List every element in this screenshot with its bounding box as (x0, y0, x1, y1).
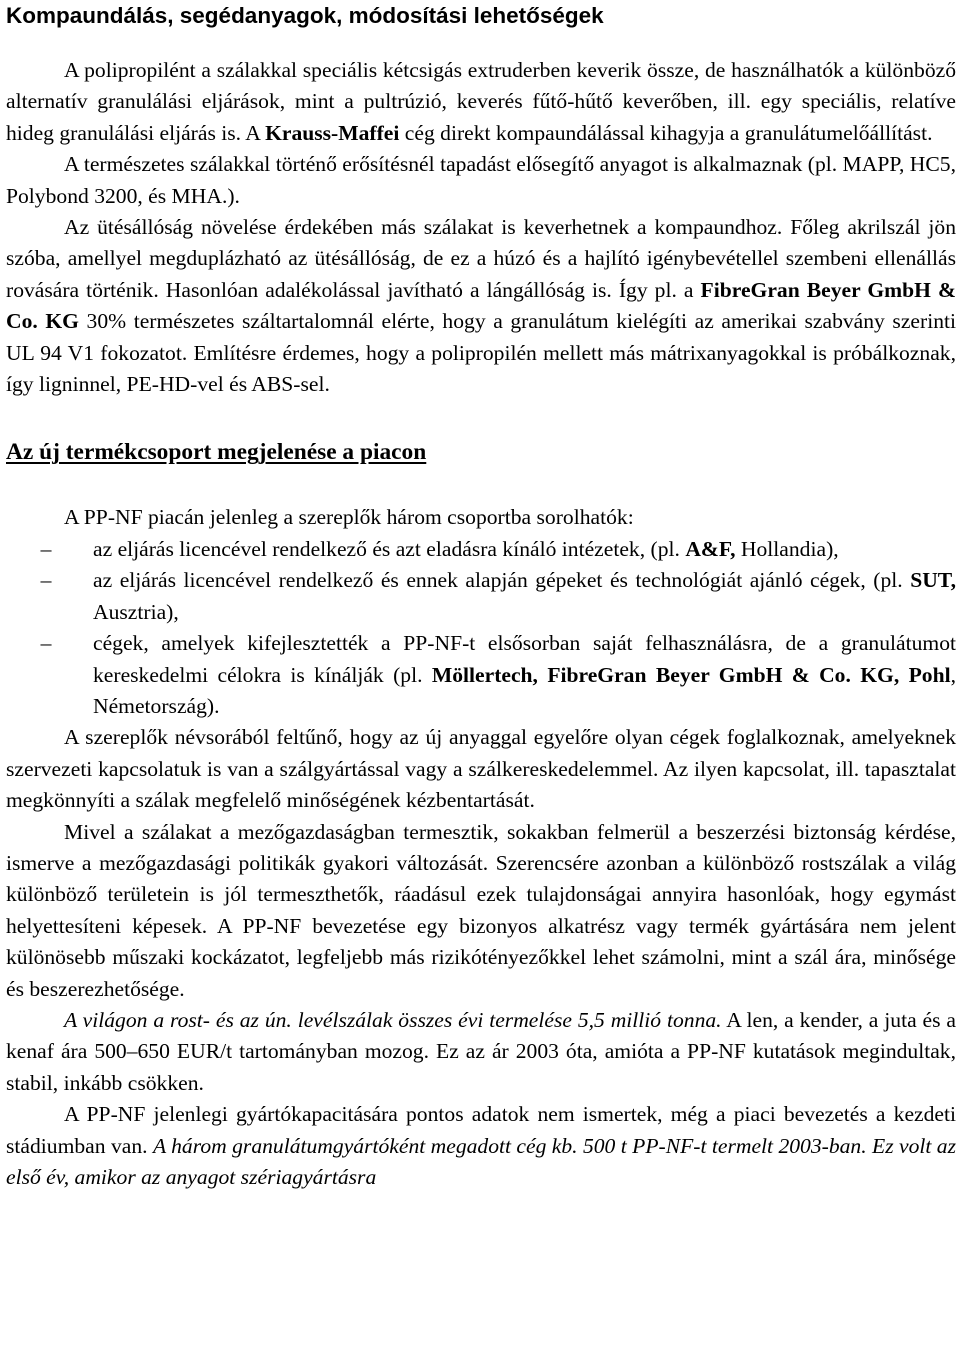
paragraph-capacity (6, 1099, 956, 1193)
company-name-krauss-maffei: Krauss-Maffei (265, 120, 400, 145)
section-title-compounding: Kompaundálás, segédanyagok, módosítási lehetőségek (6, 3, 604, 28)
document-page (6, 0, 956, 1193)
italic-statement: A három granulátumgyártóként megadott cég kb. 500 t PP-NF-t termelt 2003-ban. Ez volt az első év, amikor az anyagot szériagyártásra (6, 1133, 956, 1189)
paragraph-text: Az ütésállóság növelése érdekében más szálakat is keverhetnek a kompaundhoz. Főleg akrilszál jön szóba, amellyel megduplázható az ütésállóság, de ez a húzó és a hajlító igénybevétellel szembeni ellenállás rovására történik. Hasonlóan adalékolással javítható a lángállóság is. Így pl. a (6, 215, 956, 302)
paragraph-supply-security: Mivel a szálakat a mezőgazdaságban termesztik, sokakban felmerül a beszerzési biztonság kérdése, ismerve a mezőgazdasági politikák gyakori változását. Szerencsére azonban a különböző rostszálak a világ különböző területein is jól termeszthetők, ráadásul ezek tulajdonságai annyira hasonlóak, hogy egymást helyettesíteni képesek. A PP-NF bevezetése egy bizonyos alkatrész vagy termék gyártására nem jelent különösebb műszaki kockázatot, legfeljebb más rizikótényezőkkel lehet számolni, mint a szál ára, minősége és beszerezhetősége. (6, 819, 956, 1001)
list-item (6, 565, 956, 628)
paragraph-market-players: A szereplők névsorából feltűnő, hogy az új anyaggal egyelőre olyan cégek foglalkoznak, amelyeknek szervezeti kapcsolatuk is van a szálgyártással vagy a szálkereskedelemmel. Az ilyen kapcsolat, ill. tapasztalat megkönnyíti a szálak megfelelő minőségének kézbentartását. (6, 725, 956, 813)
company-name-af: A&F, (685, 536, 736, 561)
list-item (6, 534, 956, 565)
company-name-sut: SUT, (910, 568, 956, 593)
market-players-list (6, 534, 956, 722)
list-item-text: Ausztria), (93, 599, 179, 624)
paragraph-text: A PP-NF jelenlegi gyártókapacitására pontos adatok nem ismertek, még a piaci bevezetés a kezdeti stádiumban van. (6, 1102, 956, 1158)
italic-statement: A világon a rost- és az ún. levélszálak összes évi termelése 5,5 millió tonna. (64, 1007, 722, 1032)
paragraph-text: 30% természetes száltartalomnál elérte, hogy a granulátum kielégíti az amerikai szabvány szerinti UL 94 V1 fokozatot. Említésre érdemes, hogy a polipropilén mellett más mátrixanyagokkal is próbálkoznak, így ligninnel, PE-HD-vel és ABS-sel. (6, 309, 956, 397)
list-item (6, 628, 956, 722)
paragraph-text: cég direkt kompaundálással kihagyja a granulátumelőállítást. (399, 120, 933, 145)
paragraph-fibre-production (6, 1005, 956, 1099)
paragraph-text: A len, a kender, a juta és a kenaf ára 500–650 EUR/t tartományban mozog. Ez az ár 2003 óta, amióta a PP-NF kutatások megindultak, stabil, inkább csökken. (6, 1007, 956, 1095)
company-name-fibregran: FibreGran Beyer GmbH & Co. KG (6, 277, 956, 334)
company-names-manufacturers: Möllertech, FibreGran Beyer GmbH & Co. KG, Pohl (431, 662, 951, 687)
list-item-text: cégek, amelyek kifejlesztették a PP-NF-t elsősorban saját felhasználásra, de a granulátumot kereskedelmi célokra is kínálják (pl. (93, 631, 956, 687)
paragraph-text: A polipropilént a szálakkal speciális kétcsigás extruderben keverik össze, de használhatók a különböző alternatív granulálási eljárások, mint a pultrúzió, keverés fűtő-hűtő keverőben, ill. egy speciális, relatíve hideg granulálási eljárás is. A (6, 58, 956, 145)
list-item-text: Hollandia), (735, 536, 839, 561)
list-item-text: az eljárás licencével rendelkező és ennek alapján gépeket és technológiát ajánló cégek, (pl. (93, 568, 911, 593)
paragraph-extrusion (6, 55, 956, 149)
paragraph-impact-resistance (6, 212, 956, 400)
paragraph-adhesion-promoters: A természetes szálakkal történő erősítésnél tapadást elősegítő anyagot is alkalmaznak (pl. MAPP, HC5, Polybond 3200, és MHA.). (6, 152, 956, 208)
list-item-text: az eljárás licencével rendelkező és azt eladásra kínáló intézetek, (pl. (93, 536, 686, 561)
section-title-market: Az új termékcsoport megjelenése a piacon (6, 439, 427, 466)
list-item-text: , Németország). (93, 662, 957, 718)
paragraph-market-intro: A PP-NF piacán jelenleg a szereplők három csoportba sorolhatók: (64, 505, 634, 530)
